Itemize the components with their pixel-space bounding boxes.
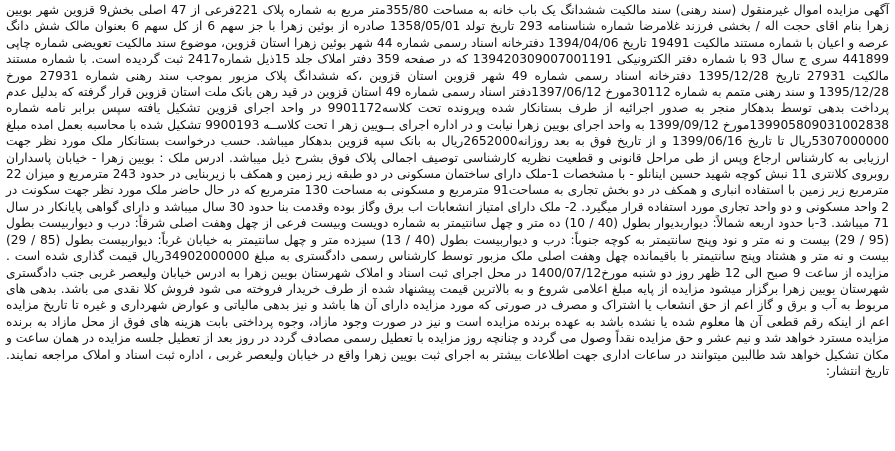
notice-body-text: آگهی مزایده اموال غیرمنقول (سند رهنی) سند مالکیت ششدانگ یک باب خانه به مساحت 355/80متر مربع به شماره پلاک 221فرعی از 47 اصلی بخش9 قزوین شهر بویین زهرا بنام اقای حجت اله / بخشی فرزند غلامرضا شماره شناسنامه 293 تاریخ تولد 1358/05/01 صادره از بوئین زهرا با جز سهم 6 از کل سهم 6 بعنوان مالک شش دانگ عرصه و اعیان با شماره مستند مالکیت 19491 تاریخ 1394/04/06 دفترخانه اسناد رسمی شماره 44 شهر بوئین زهرا استان قزوین، موضوع سند مالکیت تعویضی شماره چاپی 441899 سری ج سال 93 با شماره دفتر الکترونیکی 139420309007001191 که در صفحه 359 دفتر املاک جلد 15ذیل شماره2417 ثبت گردیده است. با شماره مستند مالکیت 27931 تاریخ 1395/12/28 دفترخانه اسناد رسمی شماره 49 شهر قزوین استان قزوین ،که ششدانگ پلاک مزبور بموجب سند رهنی شماره 27931 مورخ 1395/12/28 و سند رهنی متمم به شماره 30112مورخ 1397/06/12دفتر اسناد رسمی شماره 49 استان قزوین در قید رهن بانک ملت استان قزوین قرار گرفته که بدلیل عدم پرداخت بدهی توسط بدهکار منجر به صدور اجرائیه از طرف بستانکار شده وپرونده تحت کلاسه9901172 در واحد اجرای قزوین تشکیل یافته سپس برابر نامه شماره 139905809031002838مورخ 1399/09/12 به واحد اجرای بویین زهرا نیابت و در اداره اجرای بــویین زهر ا تحت کلاســه 9900193 تشکیل شده با محاسبه بعمل امده مبلغ 5307000000ریال تا تاریخ 1399/06/16 و از تاریخ فوق به بعد روزانه2652000ریال به بانک سپه قزوین بدهکار میباشد. حسب درخواست بستانکار ملک مورد نظر جهت ارزیابی به کارشناس ارجاع وپس از طی مراحل قانونی و قطعیت نظریه کارشناسی توصیف اجمالی پلاک فوق بشرح ذیل میباشد. ادرس ملک : بویین زهرا - خیابان پاسداران روبروی کلانتری 11 نبش کوچه شهید حسین اینانلو - با مشخصات 1-ملک دارای ساختمان مسکونی در دو طبقه زیر زمین و همکف با زیربنایی در حدود 243 مترمربع و میزان 22 مترمربع زیر زمین با استفاده انباری و همکف در دو بخش تجاری به مساحت91 مترمربع و مسکونی به مساحت 130 مترمربع که در حال حاضر ملک مورد نظر جهت سکونت در 2 واحد مسکونی و دو واحد تجاری مورد استفاده قرار میگیرد. 2- ملک دارای امتیاز انشعابات اب برق وگاز بوده وقدمت بنا حدود 30 سال میباشد و دارای گواهی پایانکار در سال 71 میباشد. 3-با حدود اربعه شمالاً: دیواربدیوار بطول (40 / 10) ده متر و چهل سانتیمتر به شماره دویست وبیست فرعی از چهل وهفت اصلی شرقاً: درب و دیواربیست بطول (95 / 29) بیست و نه متر و نود وپنج سانتیمتر به کوچه جنوباً: درب و دیواربیست بطول (40 / 13) سیزده متر و چهل سانتیمتر به خیابان غرباً: دیواربیست بطول (85 / 29) بیست و نه متر و هشتاد وپنج سانتیمتر با باقیمانده چهل وهفت اصلی ملک مزبور توسط کارشناس رسمی دادگستری به مبلغ 34902000000ریال قیمت گذاری شده است . مزایده از ساعت 9 صبح الی 12 ظهر روز دو شنبه مورخ1400/07/12 در محل اجرای ثبت اسناد و املاک شهرستان بویین زهرا به ادرس خیابان ولیعصر غربی جنب دادگستری شهرستان بویین زهرا برگزار میشود مزایده از پایه مبلغ اعلامی شروع و به بالاترین قیمت پیشنهاد شده از طرف خریدار فروخته می شود فروش کلا نقدی می باشد. بدهی های مربوط به آب و برق و گاز اعم از حق انشعاب یا اشتراک و مصرف در صورتی که مورد مزایده دارای آن ها باشد و نیز بدهی مالیاتی و عوارض شهرداری و غیره تا تاریخ مزایده اعم از اینکه رقم قطعی آن ها معلوم شده یا نشده باشد به عهده برنده مزایده است و نیز در صورت وجود مازاد، وجوه پرداختی بابت هزینه های فوق از محل مازاد به برنده مزایده مسترد خواهد شد و نیم عشر و حق مزایده نقداً وصول می گردد و چنانچه روز مزایده با تعطیل رسمی مصادف گردد در روز بعد از تعطیل جلسه مزایده در همان ساعت و مکان تشکیل خواهد شد طالبین میتوانند در ساعات اداری جهت اطلاعات بیشتر به اجرای ثبت بویین زهرا واقع در خیابان ولیعصر غربی ، اداره ثبت اسناد و املاک مراجعه نمایند. تاریخ انتشار: <box>6 3 890 378</box>
